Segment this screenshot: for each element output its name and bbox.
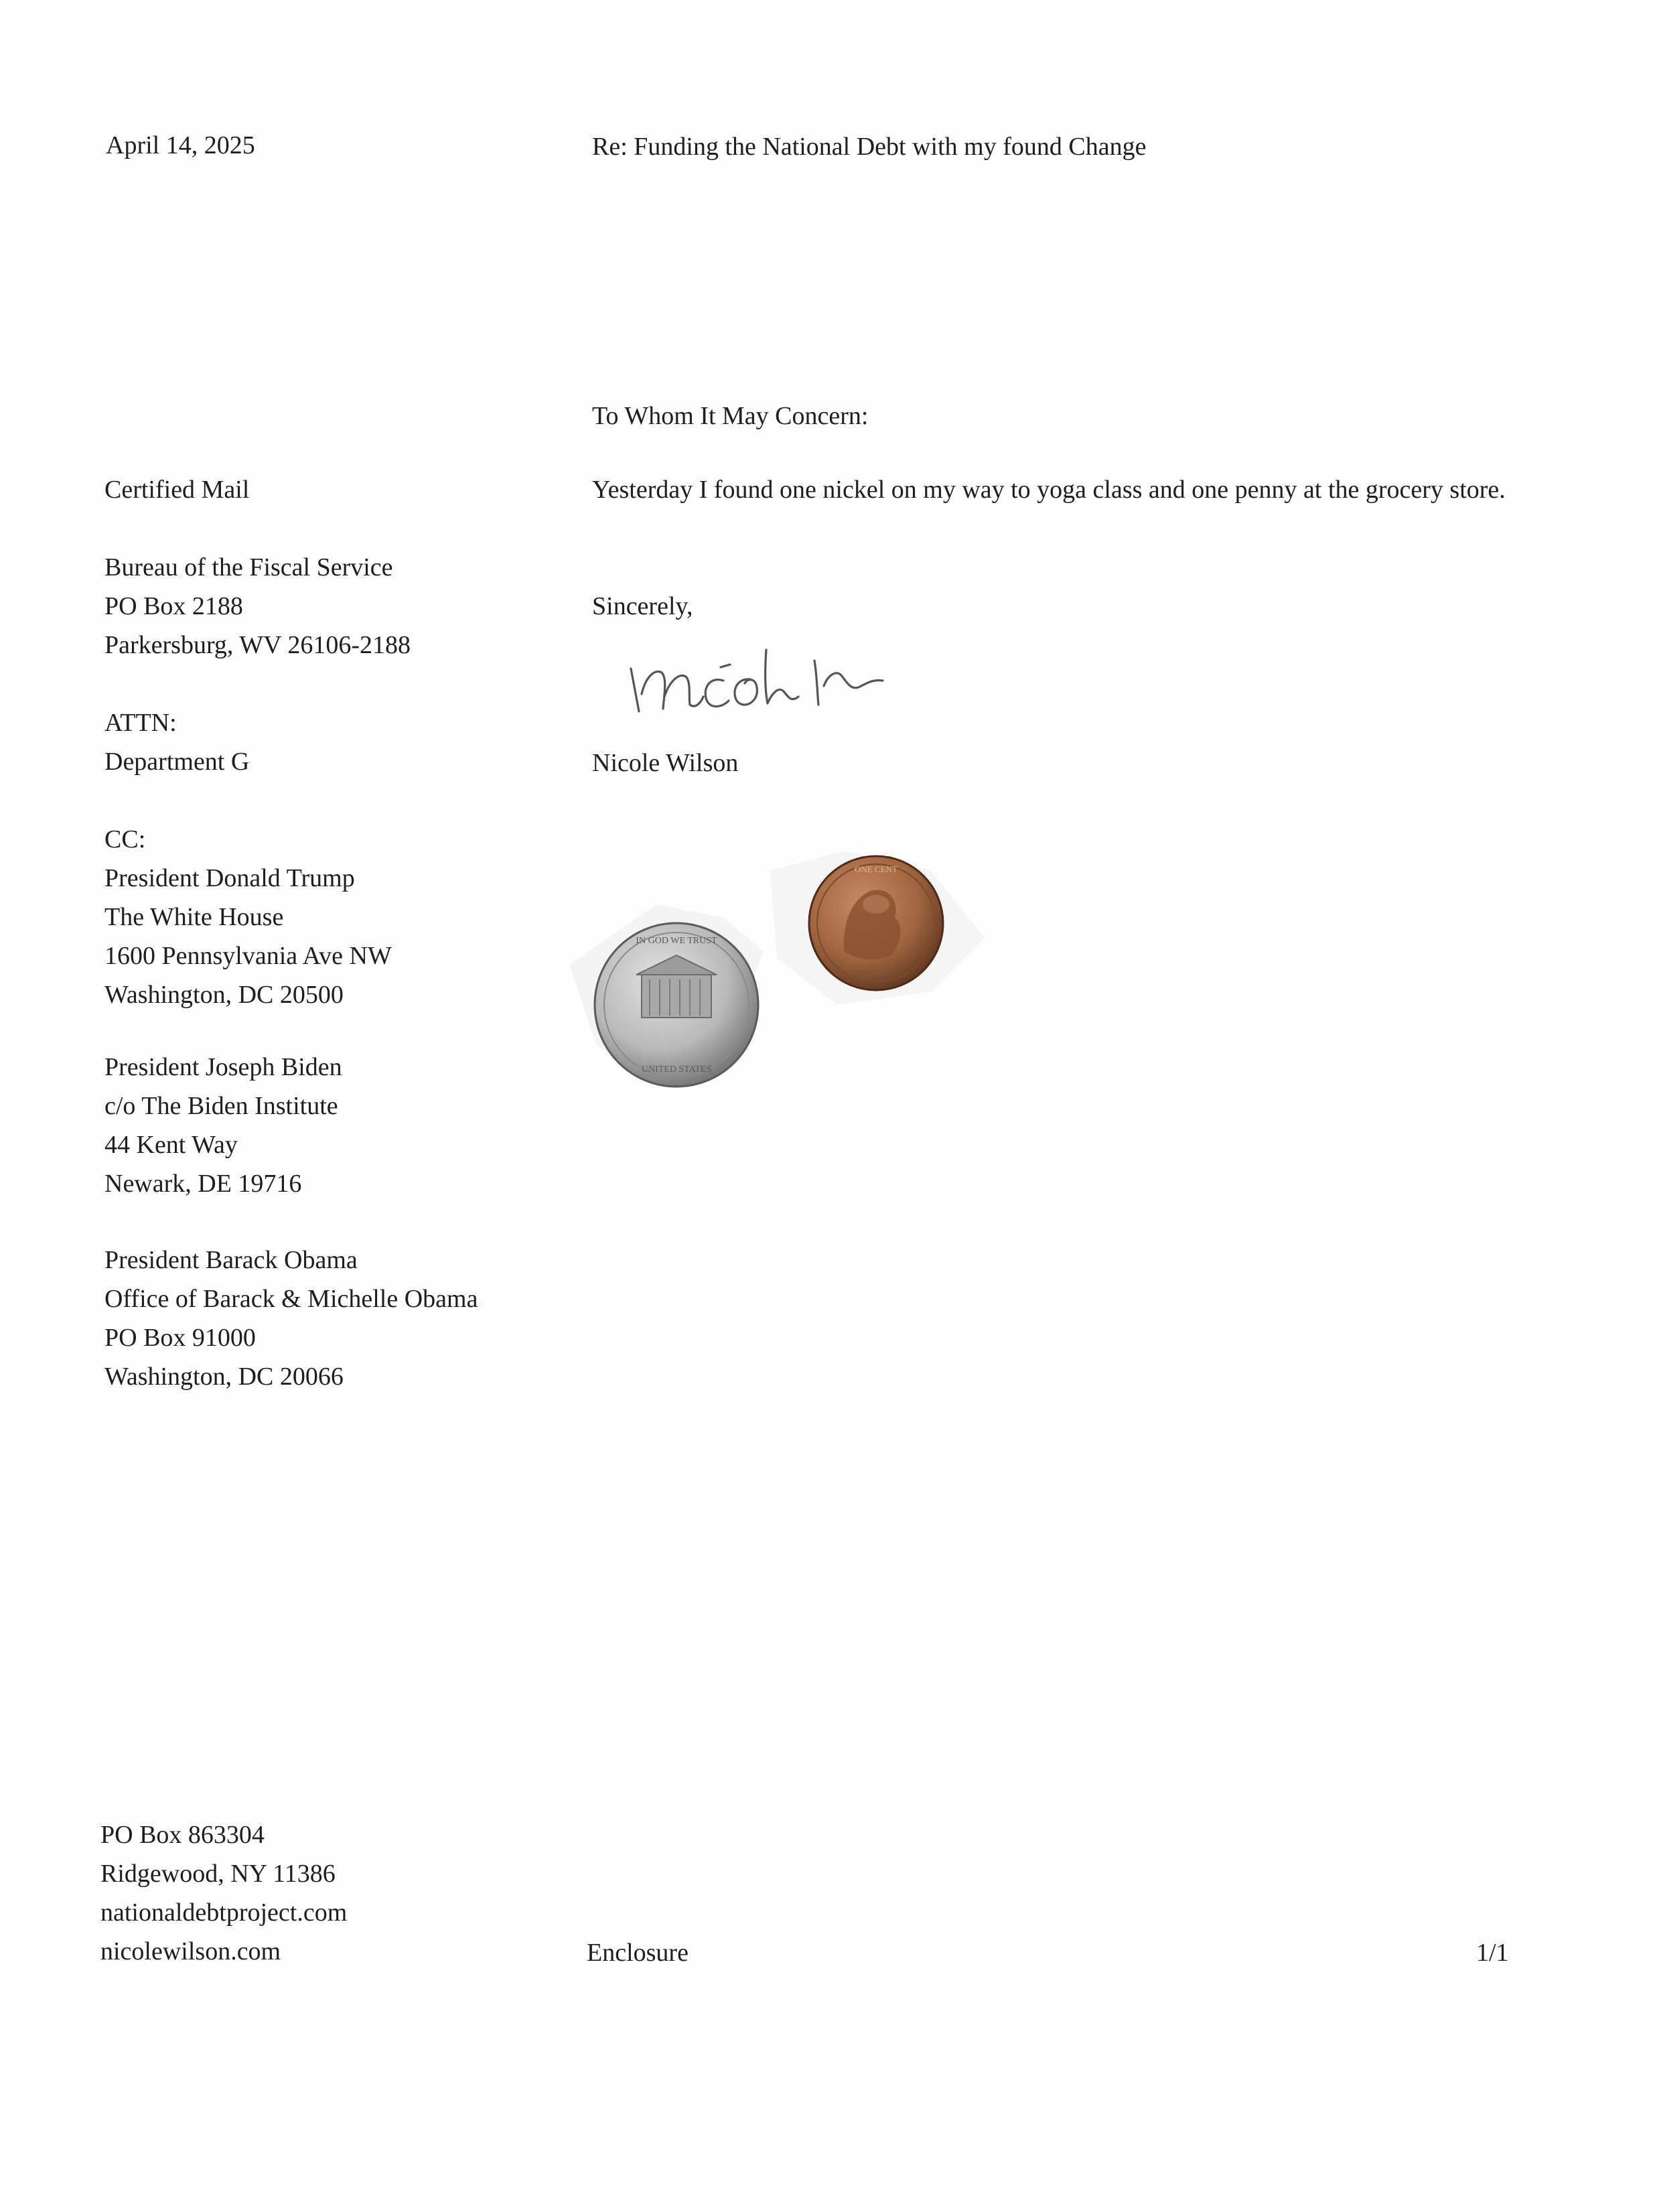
cc-line: Washington, DC 20500 [104,981,344,1009]
delivery-method: Certified Mail [104,476,250,504]
sender-po-box: PO Box 863304 [100,1821,265,1849]
signer-name: Nicole Wilson [592,749,739,777]
nickel-top-text: IN GOD WE TRUST [636,936,717,946]
letter-date: April 14, 2025 [106,131,255,159]
nickel-bottom-text: UNITED STATES [641,1064,712,1075]
cc-block [104,820,392,1014]
cc-line: c/o The Biden Institute [104,1092,338,1120]
cc-line: PO Box 91000 [104,1324,256,1352]
attention-block [104,703,249,781]
cc-label: CC: [104,825,146,853]
letter-subject: Re: Funding the National Debt with my found Change [592,133,1147,161]
salutation: To Whom It May Concern: [592,402,869,430]
cc-line: President Joseph Biden [104,1053,342,1081]
cc-line: President Donald Trump [104,864,355,892]
nickel-coin [595,923,758,1087]
recipient-name: Bureau of the Fiscal Service [104,553,393,581]
cc-line: The White House [104,903,284,931]
attn-label: ATTN: [104,709,177,737]
enclosed-coins [556,824,1025,1146]
recipient-city: Parkersburg, WV 26106-2188 [104,631,411,659]
attn-department: Department G [104,748,250,776]
cc-line: Office of Barack & Michelle Obama [104,1285,478,1313]
penny-coin [809,856,943,990]
cc-line: 1600 Pennsylvania Ave NW [104,942,392,970]
sender-website-personal: nicolewilson.com [100,1937,281,1965]
closing: Sincerely, [592,592,693,620]
cc-line: Newark, DE 19716 [104,1170,302,1198]
recipient-po-box: PO Box 2188 [104,592,243,620]
recipient-address [104,548,411,665]
sender-city: Ridgewood, NY 11386 [100,1860,336,1888]
penny-top-text: ONE CENT [855,864,897,874]
letter-body: Yesterday I found one nickel on my way to yoga class and one penny at the grocery store. [592,476,1506,504]
handwritten-signature [623,630,944,723]
cc-recipient-obama [104,1241,478,1396]
enclosure-label: Enclosure [587,1939,689,1967]
cc-line: Washington, DC 20066 [104,1363,344,1391]
cc-line: 44 Kent Way [104,1131,238,1159]
page-number: 1/1 [1476,1939,1509,1967]
sender-contact [100,1815,347,1971]
cc-line: President Barack Obama [104,1246,358,1274]
cc-recipient-biden [104,1048,342,1203]
sender-website-project: nationaldebtproject.com [100,1898,348,1927]
